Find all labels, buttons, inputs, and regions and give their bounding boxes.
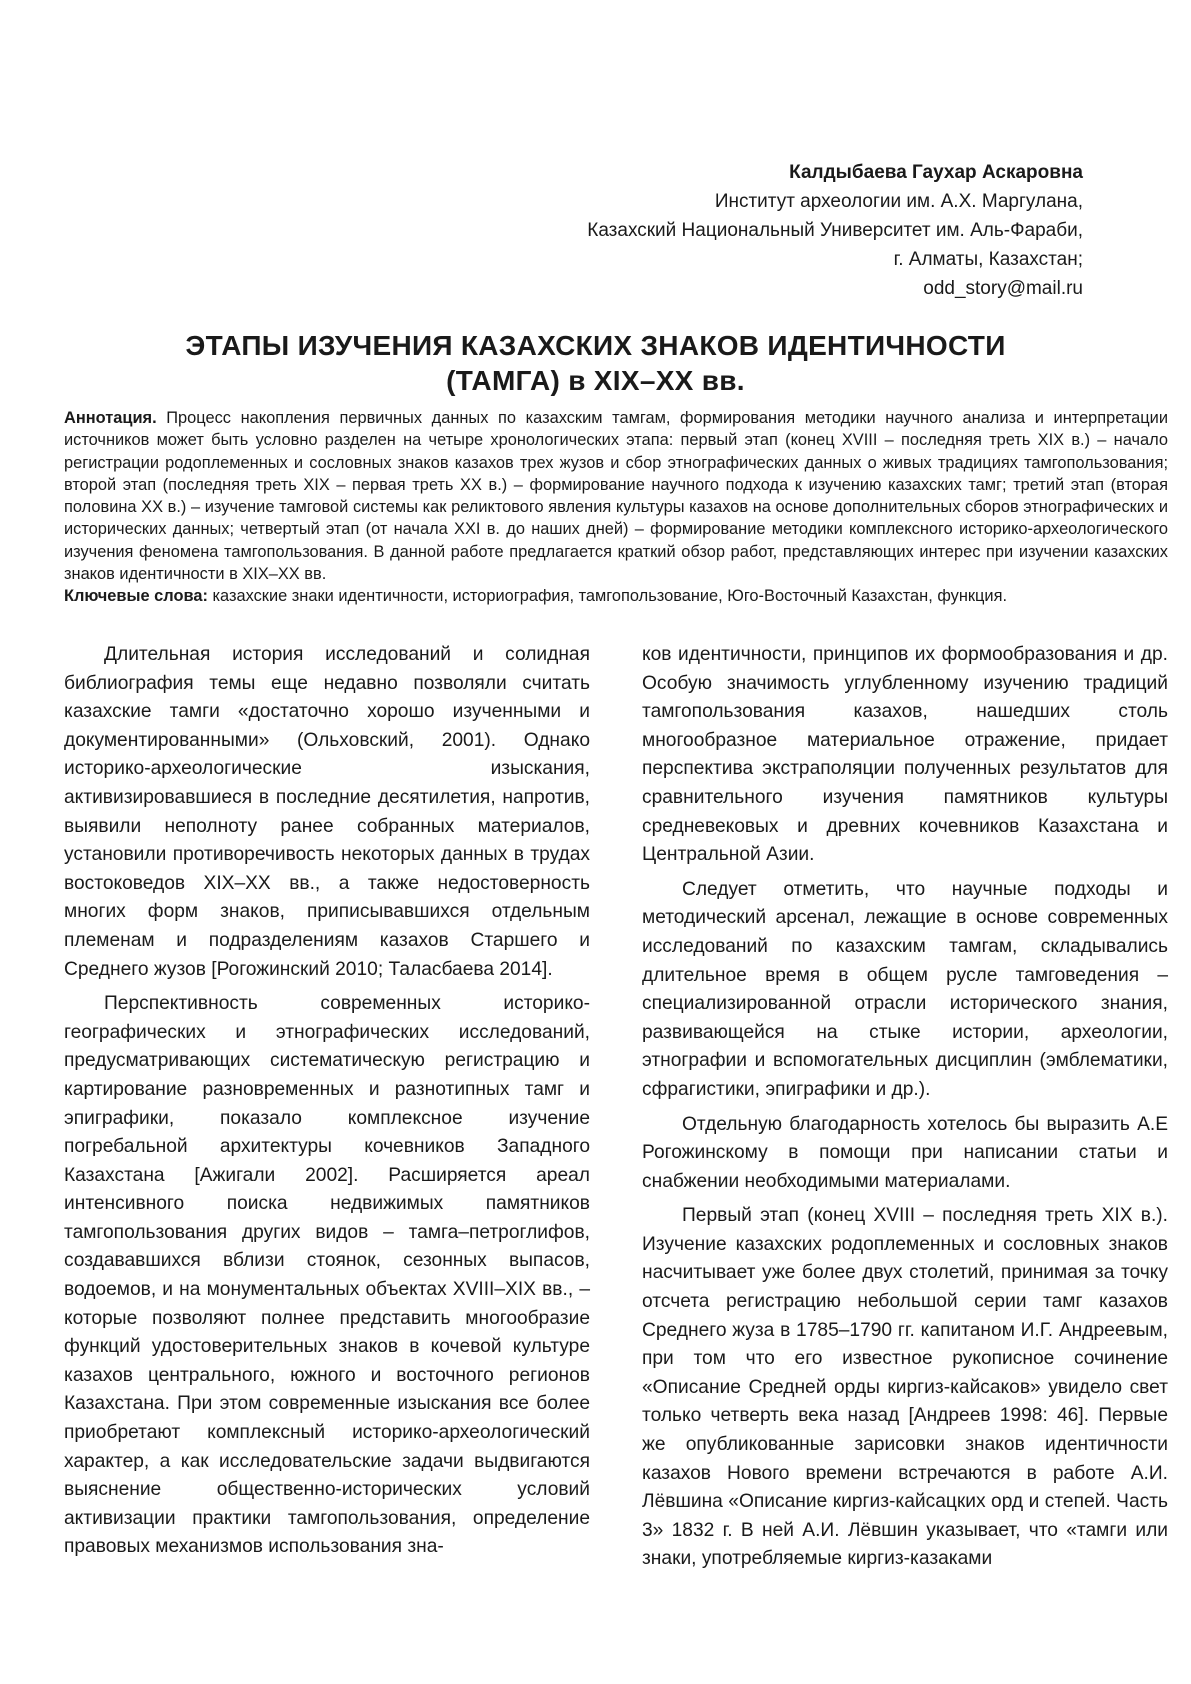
title-line-1: ЭТАПЫ ИЗУЧЕНИЯ КАЗАХСКИХ ЗНАКОВ ИДЕНТИЧНОСТИ [185,330,1006,361]
author-email[interactable]: odd_story@mail.ru [923,278,1083,299]
author-city: г. Алматы, Казахстан; [893,249,1083,270]
body-paragraph: Первый этап (конец XVIII – последняя треть XIX в.). Изучение казахских родоплеменных и сословных знаков насчитывает уже более двух столетий, принимая за точку отсчета регистрацию небольшой серии тамг казахов Среднего жуза в 1785–1790 гг. капитаном И.Г. Андреевым, при том что его известное рукописное сочинение «Описание Средней орды киргиз-кайсаков» увидело свет только четверть века назад [Андреев 1998: 46]. Первые же опубликованные зарисовки знаков идентичности казахов Нового времени встречаются в работе А.И. Лёвшина «Описание киргиз-кайсацких орд и степей. Часть 3» 1832 г. В ней А.И. Лёвшин указывает, что «тамги или знаки, употребляемые киргиз-казаками [642,1205,1168,1570]
keywords-label: Ключевые слова: [64,587,208,606]
body-paragraph: Перспективность современных историко-географических и этнографических исследований, предусматривающих систематическую регистрацию и картирование разновременных и разнотипных тамг и эпиграфики, показало комплексное изучение погребальной архитектуры кочевников Западного Казахстана [Ажигали 2002]. Расширяется ареал интенсивного поиска недвижимых памятников тамгопользования других видов – тамга–петроглифов, создававшихся вблизи стоянок, сезонных выпасов, водоемов, и на монументальных объектах XVIII–XIX вв., – которые позволяют полнее представить многообразие функций удостоверительных знаков в кочевой культуре казахов центрального, южного и восточного регионов Казахстана. При этом современные изыскания все более приобретают комплексный историко-археологический характер, а как исследовательские задачи выдвигаются выяснение общественно-исторических условий активизации практики тамгопользования, определение правовых механизмов использования зна- [64,993,590,1558]
left-column [64,641,590,1574]
body-paragraph: Следует отметить, что научные подходы и методический арсенал, лежащие в основе современных исследований по казахским тамгам, складывались длительное время в общем русле тамговедения – специализированной отрасли исторического знания, развивающейся на стыке истории, археологии, этнографии и вспомогательных дисциплин (эмблематики, сфрагистики, эпиграфики и др.). [642,878,1168,1100]
body-paragraph: Длительная история исследований и солидная библиография темы еще недавно позволяли считать казахские тамги «достаточно хорошо изученными и документированными» (Ольховский, 2001). Однако историко-археологические изыскания, активизировавшиеся в последние десятилетия, напротив, выявили неполноту ранее собранных материалов, установили противоречивость некоторых данных в трудах востоковедов XIX–XX вв., а также недостоверность многих форм знаков, приписывавшихся отдельным племенам и подразделениям казахов Старшего и Среднего жузов [Рогожинский 2010; Таласбаева 2014]. [64,644,590,980]
keywords-paragraph [64,585,1168,607]
abstract-text: Процесс накопления первичных данных по казахским тамгам, формирования методики научного анализа и интерпретации источников может быть условно разделен на четыре хронологических этапа: первый этап (конец XVIII – последняя треть XIX в.) – начало регистрации родоплеменных и сословных знаков казахов трех жузов и сбор этнографических данных о живых традициях тамгопользования; второй этап (последняя треть XIX – первая треть XX в.) – формирование научного подхода к изучению казахских тамг; третий этап (вторая половина XX в.) – изучение тамговой системы как реликтового явления культуры казахов на основе дополнительных сборов этнографических и исторических данных; четвертый этап (от начала XXI в. до наших дней) – формирование методики комплексного историко-археологического изучения феномена тамгопользования. В данной работе предлагается краткий обзор работ, представляющих интерес при изучении казахских знаков идентичности в XIX–XX вв. [64,409,1168,584]
keywords-text: казахские знаки идентичности, историография, тамгопользование, Юго-Восточный Казахстан, функция. [207,587,1008,606]
author-affiliation-1: Институт археологии им. А.Х. Маргулана, [714,191,1083,212]
right-column [642,641,1168,1574]
abstract-paragraph [64,407,1168,585]
body-columns [64,641,1168,1574]
title-line-2: (ТАМГА) в XIX–XX вв. [446,365,745,396]
abstract-section [64,407,1168,608]
author-name: Калдыбаева Гаухар Аскаровна [789,162,1083,183]
author-block [587,158,1083,303]
author-affiliation-2: Казахский Национальный Университет им. Аль-Фараби, [587,220,1083,241]
body-paragraph-continued: ков идентичности, принципов их формообразования и др. Особую значимость углубленному изучению традиций тамгопользования казахов, нашедших столь многообразное материальное отражение, придает перспектива экстраполяции полученных результатов для сравнительного изучения памятников культуры средневековых и древних кочевников Казахстана и Центральной Азии. [642,644,1168,866]
abstract-label: Аннотация. [64,409,157,427]
acknowledgement-paragraph: Отдельную благодарность хотелось бы выразить А.Е Рогожинскому в помощи при написании статьи и снабжении необходимыми материалами. [642,1113,1168,1192]
paper-title [60,328,1131,398]
